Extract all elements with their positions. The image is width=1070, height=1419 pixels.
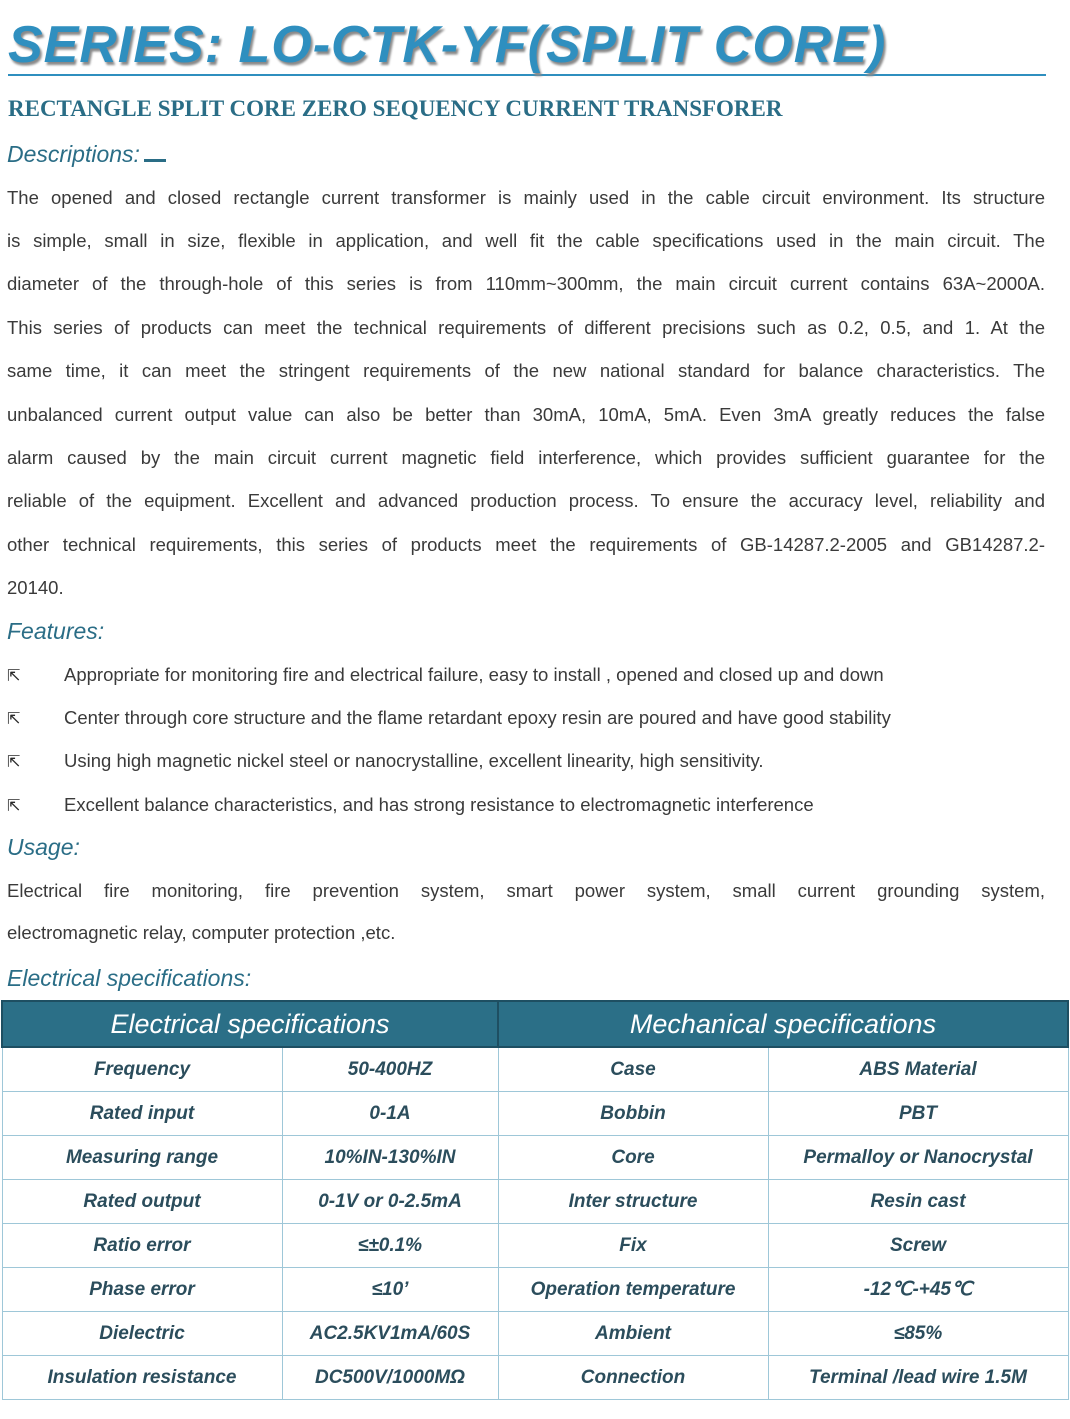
arrow-bullet-icon: ⇱ [7, 798, 21, 815]
description-line: same time, it can meet the stringent requirements of the new national standard for balance characteristics. The [7, 360, 1045, 381]
features-heading: Features: [7, 618, 105, 644]
document-subtitle: RECTANGLE SPLIT CORE ZERO SEQUENCY CURRENT TRANSFORER [8, 96, 783, 121]
spec-value: 0-1V or 0-2.5mA [282, 1180, 498, 1224]
description-line: This series of products can meet the technical requirements of different precisions such as 0.2, 0.5, and 1. At the [7, 317, 1045, 338]
description-line: 20140. [7, 577, 64, 598]
description-line: The opened and closed rectangle current transformer is mainly used in the cable circuit environment. Its structure [7, 187, 1045, 208]
spec-label: Measuring range [2, 1136, 282, 1180]
description-line: other technical requirements, this series of products meet the requirements of GB-14287.2-2005 and GB14287.2- [7, 534, 1045, 555]
spec-value: -12℃-+45℃ [768, 1268, 1068, 1312]
spec-label: Insulation resistance [2, 1356, 282, 1400]
feature-item [7, 750, 1045, 772]
table-row [2, 1356, 1068, 1400]
spec-value: ≤10’ [282, 1268, 498, 1312]
spec-value: ≤85% [768, 1312, 1068, 1356]
spec-label: Ratio error [2, 1224, 282, 1268]
description-line: reliable of the equipment. Excellent and advanced production process. To ensure the accuracy level, reliability and [7, 490, 1045, 511]
spec-label: Dielectric [2, 1312, 282, 1356]
spec-value: ≤±0.1% [282, 1224, 498, 1268]
spec-label: Inter structure [498, 1180, 768, 1224]
table-row [2, 1268, 1068, 1312]
spec-label: Connection [498, 1356, 768, 1400]
table-row [2, 1224, 1068, 1268]
spec-label: Ambient [498, 1312, 768, 1356]
arrow-bullet-icon: ⇱ [7, 754, 21, 771]
specs-heading: Electrical specifications: [7, 965, 252, 991]
spec-value: Resin cast [768, 1180, 1068, 1224]
series-title: SERIES: LO-CTK-YF(SPLIT CORE) [8, 14, 1046, 76]
table-row [2, 1047, 1068, 1092]
table-row [2, 1180, 1068, 1224]
spec-label: Bobbin [498, 1092, 768, 1136]
description-line: alarm caused by the main circuit current magnetic field interference, which provides sufficient guarantee for the [7, 447, 1045, 468]
spec-value: 0-1A [282, 1092, 498, 1136]
spec-value: DC500V/1000MΩ [282, 1356, 498, 1400]
spec-value: AC2.5KV1mA/60S [282, 1312, 498, 1356]
spec-value: Screw [768, 1224, 1068, 1268]
description-line: is simple, small in size, flexible in application, and well fit the cable specifications used in the main circuit. The [7, 230, 1045, 251]
description-line: diameter of the through-hole of this series is from 110mm~300mm, the main circuit current contains 63A~2000A. [7, 273, 1045, 294]
feature-item [7, 664, 1045, 686]
spec-label: Case [498, 1047, 768, 1092]
mechanical-spec-header: Mechanical specifications [498, 1001, 1068, 1047]
feature-text: Excellent balance characteristics, and has strong resistance to electromagnetic interference [64, 794, 814, 815]
spec-value: PBT [768, 1092, 1068, 1136]
description-line: unbalanced current output value can also be better than 30mA, 10mA, 5mA. Even 3mA greatly reduces the false [7, 404, 1045, 425]
usage-line: Electrical fire monitoring, fire prevention system, smart power system, small current grounding system, [7, 880, 1045, 901]
electrical-spec-header: Electrical specifications [2, 1001, 498, 1047]
spec-value: 10%IN-130%IN [282, 1136, 498, 1180]
arrow-bullet-icon: ⇱ [7, 711, 21, 728]
usage-line: electromagnetic relay, computer protection ,etc. [7, 922, 396, 943]
spec-label: Fix [498, 1224, 768, 1268]
spec-label: Core [498, 1136, 768, 1180]
feature-item [7, 707, 1045, 729]
descriptions-heading [7, 141, 166, 168]
descriptions-heading-text: Descriptions: [7, 141, 140, 167]
feature-item [7, 794, 1045, 816]
spec-value: Terminal /lead wire 1.5M [768, 1356, 1068, 1400]
usage-heading: Usage: [7, 834, 80, 860]
spec-value: Permalloy or Nanocrystal [768, 1136, 1068, 1180]
spec-value: 50-400HZ [282, 1047, 498, 1092]
spec-label: Phase error [2, 1268, 282, 1312]
spec-label: Operation temperature [498, 1268, 768, 1312]
table-row [2, 1136, 1068, 1180]
feature-text: Using high magnetic nickel steel or nanocrystalline, excellent linearity, high sensitivity. [64, 750, 764, 771]
feature-text: Appropriate for monitoring fire and electrical failure, easy to install , opened and closed up and down [64, 664, 884, 685]
spec-label: Frequency [2, 1047, 282, 1092]
table-header-row [2, 1001, 1068, 1047]
feature-text: Center through core structure and the flame retardant epoxy resin are poured and have good stability [64, 707, 891, 728]
spec-value: ABS Material [768, 1047, 1068, 1092]
table-row [2, 1092, 1068, 1136]
table-row [2, 1312, 1068, 1356]
arrow-bullet-icon: ⇱ [7, 668, 21, 685]
spec-label: Rated input [2, 1092, 282, 1136]
heading-underline-mark [144, 145, 166, 162]
spec-label: Rated output [2, 1180, 282, 1224]
specifications-table [1, 1000, 1069, 1400]
